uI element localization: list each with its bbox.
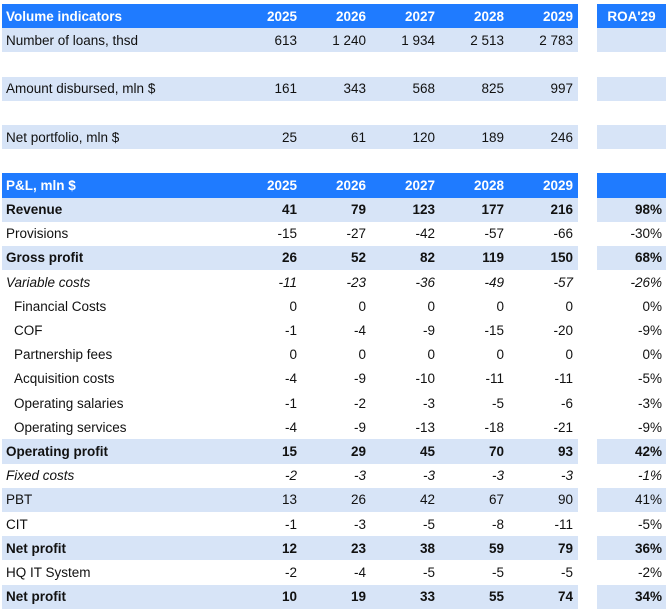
roa-value: 0% <box>642 347 662 363</box>
roa-column <box>597 4 666 609</box>
volume-header-label: Volume indicators <box>6 8 123 24</box>
value-cell: 61 <box>350 129 366 145</box>
table-row <box>2 415 578 439</box>
value-cell: -4 <box>353 564 366 580</box>
value-cell: -18 <box>484 419 504 435</box>
value-cell: -57 <box>553 274 573 290</box>
value-cell: -4 <box>353 323 366 339</box>
table-row <box>2 343 578 367</box>
roa-row <box>597 294 666 318</box>
value-cell: 150 <box>550 250 573 266</box>
value-cell: -3 <box>353 516 366 532</box>
value-cell: -5 <box>422 564 435 580</box>
value-cell: -11 <box>554 516 573 532</box>
value-cell: -11 <box>554 371 573 387</box>
table-row <box>2 77 578 101</box>
value-cell: 33 <box>419 589 435 605</box>
value-cell: 123 <box>412 202 435 218</box>
roa-row <box>597 585 666 609</box>
row-label: Revenue <box>6 202 63 218</box>
value-cell: -3 <box>560 468 573 484</box>
table-row <box>2 294 578 318</box>
row-label: Variable costs <box>6 274 91 290</box>
year-cell: 2027 <box>404 8 435 24</box>
roa-row <box>597 222 666 246</box>
roa-row <box>597 318 666 342</box>
roa-blank <box>597 77 666 101</box>
spacer-row <box>2 52 578 76</box>
roa-value: 68% <box>634 250 662 266</box>
value-cell: 74 <box>557 589 573 605</box>
value-cell: -8 <box>491 516 504 532</box>
table-row <box>2 198 578 222</box>
roa-value: 42% <box>634 443 662 459</box>
row-label: Financial Costs <box>14 298 107 314</box>
roa-value: 98% <box>634 202 662 218</box>
roa-value: -26% <box>630 274 662 290</box>
value-cell: 55 <box>488 589 504 605</box>
value-cell: 42 <box>419 492 435 508</box>
year-cell: 2026 <box>335 8 366 24</box>
roa-row <box>597 560 666 584</box>
roa-value: -1% <box>637 468 662 484</box>
value-cell: -2 <box>284 564 297 580</box>
table-row <box>2 222 578 246</box>
row-label: Operating salaries <box>14 395 124 411</box>
value-cell: 1 934 <box>401 32 435 48</box>
roa-row <box>597 246 666 270</box>
spacer-row <box>597 149 666 173</box>
value-cell: -42 <box>415 226 435 242</box>
table-row <box>2 464 578 488</box>
table-row <box>2 439 578 463</box>
value-cell: 2 513 <box>470 32 504 48</box>
value-cell: -15 <box>277 226 297 242</box>
roa-value: -3% <box>637 395 662 411</box>
roa-value: -9% <box>637 419 662 435</box>
table-row <box>2 536 578 560</box>
value-cell: -11 <box>485 371 504 387</box>
value-cell: 38 <box>419 540 435 556</box>
roa-header-label: ROA'29 <box>607 8 656 24</box>
value-cell: -9 <box>353 419 366 435</box>
value-cell: 0 <box>496 347 504 363</box>
row-label: Partnership fees <box>14 347 113 363</box>
roa-blank <box>597 28 666 52</box>
year-cell: 2025 <box>266 177 297 193</box>
value-cell: 0 <box>289 347 297 363</box>
value-cell: 41 <box>281 202 297 218</box>
value-cell: -5 <box>560 564 573 580</box>
value-cell: -2 <box>353 395 366 411</box>
value-cell: 1 240 <box>332 32 366 48</box>
value-cell: -1 <box>284 323 297 339</box>
value-cell: 568 <box>412 81 435 97</box>
value-cell: 13 <box>281 492 297 508</box>
table-row <box>2 512 578 536</box>
value-cell: -2 <box>284 468 297 484</box>
value-cell: -1 <box>284 395 297 411</box>
value-cell: 93 <box>557 443 573 459</box>
table-row <box>2 246 578 270</box>
row-label: Fixed costs <box>6 468 75 484</box>
value-cell: 0 <box>427 298 435 314</box>
value-cell: -66 <box>553 226 573 242</box>
row-label: Operating profit <box>6 443 108 459</box>
value-cell: 90 <box>557 492 573 508</box>
year-cell: 2029 <box>542 8 573 24</box>
row-label: Acquisition costs <box>14 371 115 387</box>
roa-value: -2% <box>637 564 662 580</box>
value-cell: 82 <box>419 250 435 266</box>
roa-row <box>597 343 666 367</box>
value-cell: 0 <box>358 347 366 363</box>
value-cell: -9 <box>422 323 435 339</box>
value-cell: 59 <box>488 540 504 556</box>
row-label: Net portfolio, mln $ <box>6 129 120 145</box>
value-cell: 70 <box>488 443 504 459</box>
value-cell: -11 <box>278 274 297 290</box>
pnl-rows <box>2 198 578 609</box>
row-label: Net profit <box>6 540 66 556</box>
roa-row <box>597 367 666 391</box>
year-cell: 2027 <box>404 177 435 193</box>
roa-value: 36% <box>634 540 662 556</box>
roa-row <box>597 415 666 439</box>
row-label: Number of loans, thsd <box>6 32 139 48</box>
table-row <box>2 391 578 415</box>
roa-row <box>597 464 666 488</box>
value-cell: 0 <box>565 298 573 314</box>
table-row <box>2 125 578 149</box>
value-cell: 613 <box>274 32 297 48</box>
table-row <box>2 28 578 52</box>
volume-header-row <box>2 4 578 28</box>
value-cell: -5 <box>491 564 504 580</box>
value-cell: -9 <box>353 371 366 387</box>
row-label: Provisions <box>6 226 69 242</box>
table-row <box>2 560 578 584</box>
roa-row <box>597 536 666 560</box>
value-cell: -36 <box>415 274 435 290</box>
roa-value: -9% <box>637 323 662 339</box>
row-label: Operating services <box>14 419 127 435</box>
roa-row <box>597 439 666 463</box>
roa-value: 41% <box>634 492 662 508</box>
value-cell: -3 <box>422 468 435 484</box>
roa-row <box>597 488 666 512</box>
value-cell: 26 <box>350 492 366 508</box>
year-cell: 2028 <box>473 8 504 24</box>
value-cell: -3 <box>353 468 366 484</box>
value-cell: 52 <box>350 250 366 266</box>
value-cell: 120 <box>412 129 435 145</box>
value-cell: -1 <box>284 516 297 532</box>
value-cell: 45 <box>419 443 435 459</box>
value-cell: -4 <box>284 419 297 435</box>
table-row <box>2 488 578 512</box>
spacer-row <box>2 101 578 125</box>
value-cell: 825 <box>481 81 504 97</box>
value-cell: -10 <box>415 371 435 387</box>
value-cell: 0 <box>565 347 573 363</box>
value-cell: -21 <box>553 419 573 435</box>
value-cell: -23 <box>346 274 366 290</box>
value-cell: -49 <box>484 274 504 290</box>
row-label: CIT <box>6 516 28 532</box>
roa-blank <box>597 125 666 149</box>
value-cell: 0 <box>427 347 435 363</box>
value-cell: -15 <box>484 323 504 339</box>
value-cell: 19 <box>350 589 366 605</box>
spacer-row <box>2 149 578 173</box>
value-cell: 0 <box>496 298 504 314</box>
year-cell: 2026 <box>335 177 366 193</box>
value-cell: 79 <box>350 202 366 218</box>
value-cell: 15 <box>281 443 297 459</box>
value-cell: 10 <box>281 589 297 605</box>
roa-blank-header <box>597 173 666 197</box>
financial-table <box>2 4 578 609</box>
year-cell: 2025 <box>266 8 297 24</box>
table-row <box>2 585 578 609</box>
roa-value: 0% <box>642 298 662 314</box>
roa-value: -5% <box>637 516 662 532</box>
roa-value: -5% <box>637 371 662 387</box>
value-cell: 177 <box>481 202 504 218</box>
value-cell: -13 <box>415 419 435 435</box>
value-cell: -6 <box>560 395 573 411</box>
value-cell: 216 <box>550 202 573 218</box>
value-cell: 0 <box>358 298 366 314</box>
table-row <box>2 318 578 342</box>
roa-row <box>597 512 666 536</box>
value-cell: 246 <box>550 129 573 145</box>
value-cell: 343 <box>343 81 366 97</box>
value-cell: -5 <box>491 395 504 411</box>
table-row <box>2 367 578 391</box>
value-cell: 161 <box>274 81 297 97</box>
value-cell: -20 <box>553 323 573 339</box>
roa-value: 34% <box>634 589 662 605</box>
value-cell: -5 <box>422 516 435 532</box>
value-cell: 29 <box>350 443 366 459</box>
spacer-row <box>597 101 666 125</box>
roa-row <box>597 198 666 222</box>
value-cell: 997 <box>550 81 573 97</box>
value-cell: 79 <box>557 540 573 556</box>
value-cell: 189 <box>481 129 504 145</box>
value-cell: -27 <box>346 226 366 242</box>
year-cell: 2028 <box>473 177 504 193</box>
roa-row <box>597 391 666 415</box>
row-label: HQ IT System <box>6 564 91 580</box>
value-cell: 12 <box>281 540 297 556</box>
value-cell: -3 <box>491 468 504 484</box>
roa-row <box>597 270 666 294</box>
value-cell: 119 <box>482 250 504 266</box>
value-cell: 25 <box>281 129 297 145</box>
row-label: Gross profit <box>6 250 84 266</box>
table-row <box>2 270 578 294</box>
row-label: COF <box>14 323 43 339</box>
value-cell: 23 <box>350 540 366 556</box>
row-label: PBT <box>6 492 33 508</box>
pnl-header-row <box>2 173 578 197</box>
value-cell: -57 <box>484 226 504 242</box>
value-cell: -3 <box>422 395 435 411</box>
value-cell: 67 <box>488 492 504 508</box>
spacer-row <box>597 52 666 76</box>
pnl-header-label: P&L, mln $ <box>6 177 76 193</box>
value-cell: -4 <box>284 371 297 387</box>
row-label: Net profit <box>6 589 66 605</box>
value-cell: 0 <box>289 298 297 314</box>
value-cell: 26 <box>281 250 297 266</box>
roa-header <box>597 4 666 28</box>
roa-rows <box>597 198 666 609</box>
year-cell: 2029 <box>542 177 573 193</box>
row-label: Amount disbursed, mln $ <box>6 81 156 97</box>
roa-value: -30% <box>630 226 662 242</box>
value-cell: 2 783 <box>539 32 573 48</box>
